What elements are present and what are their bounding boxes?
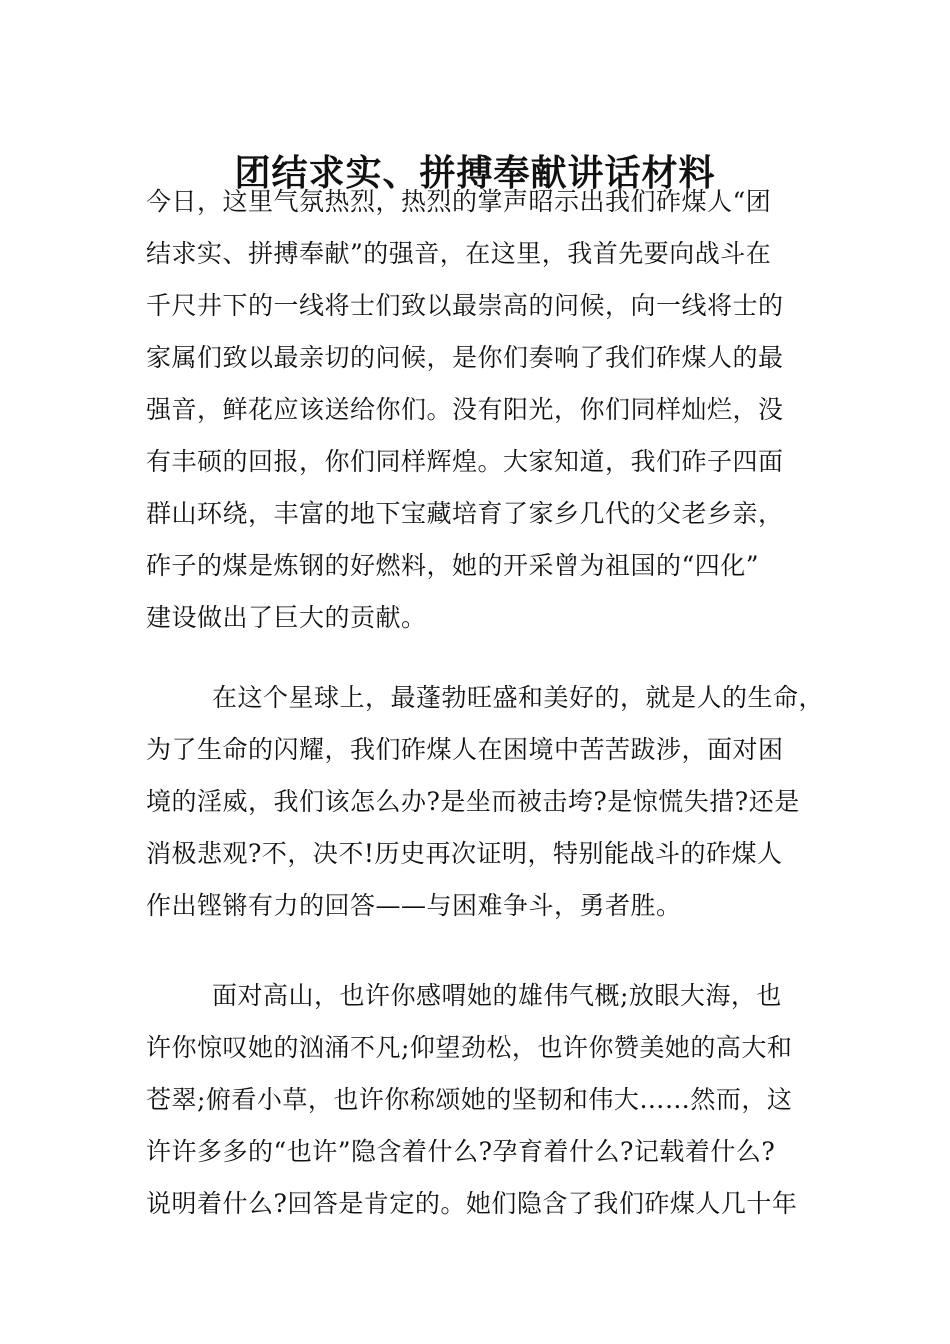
paragraph-1 bbox=[146, 176, 826, 644]
paragraph-line: 在这个星球上，最蓬勃旺盛和美好的，就是人的生命， bbox=[212, 683, 825, 712]
paragraph-line: 许你惊叹她的汹涌不凡;仰望劲松，也许你赞美她的高大和 bbox=[146, 1033, 793, 1062]
paragraph-line: 建设做出了巨大的贡献。 bbox=[146, 603, 427, 632]
paragraph-line: 砟子的煤是炼钢的好燃料，她的开采曾为祖国的“四化” bbox=[146, 551, 760, 580]
paragraph-line: 许许多多的“也许”隐含着什么?孕育着什么?记载着什么? bbox=[146, 1137, 776, 1166]
paragraph-line: 结求实、拼搏奉献”的强音，在这里，我首先要向战斗在 bbox=[146, 239, 772, 268]
paragraph-3 bbox=[146, 970, 826, 1230]
paragraph-line: 作出铿锵有力的回答——与困难争斗，勇者胜。 bbox=[146, 891, 682, 920]
paragraph-line: 面对高山，也许你感喟她的雄伟气概;放眼大海，也 bbox=[212, 981, 782, 1010]
paragraph-2 bbox=[146, 672, 826, 932]
document-title: 团结求实、拼搏奉献讲话材料 bbox=[234, 153, 716, 195]
paragraph-line: 千尺井下的一线将士们致以最崇高的问候，向一线将士的 bbox=[146, 291, 784, 320]
paragraph-line: 苍翠;俯看小草，也许你称颂她的坚韧和伟大……然而，这 bbox=[146, 1085, 793, 1114]
paragraph-line: 强音，鲜花应该送给你们。没有阳光，你们同样灿烂，没 bbox=[146, 395, 784, 424]
paragraph-line: 为了生命的闪耀，我们砟煤人在困境中苦苦跋涉，面对困 bbox=[146, 735, 784, 764]
paragraph-line: 境的淫威，我们该怎么办?是坐而被击垮?是惊慌失措?还是 bbox=[146, 787, 800, 816]
paragraph-line: 家属们致以最亲切的问候，是你们奏响了我们砟煤人的最 bbox=[146, 343, 784, 372]
paragraph-line: 有丰硕的回报，你们同样辉煌。大家知道，我们砟子四面 bbox=[146, 447, 784, 476]
paragraph-line: 消极悲观?不，决不!历史再次证明，特别能战斗的砟煤人 bbox=[146, 839, 783, 868]
paragraph-line: 今日，这里气氛热烈，热烈的掌声昭示出我们砟煤人“团 bbox=[146, 187, 772, 216]
paragraph-line: 说明着什么?回答是肯定的。她们隐含了我们砟煤人几十年 bbox=[146, 1189, 798, 1218]
paragraph-line: 群山环绕，丰富的地下宝藏培育了家乡几代的父老乡亲， bbox=[146, 499, 784, 528]
